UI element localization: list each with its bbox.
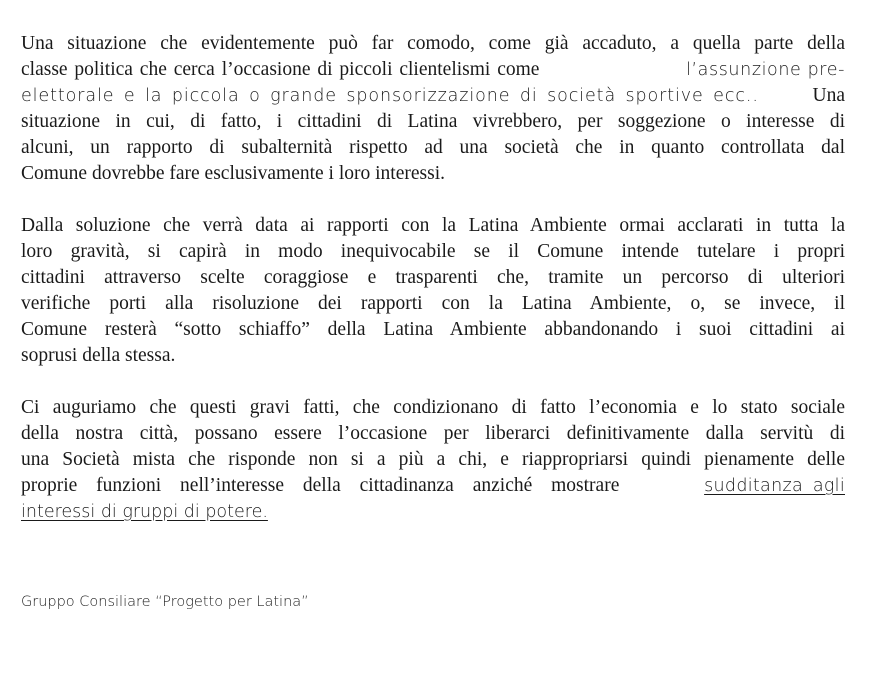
paragraph-1-line-3 (21, 83, 845, 109)
paragraph-3-line-5 (21, 499, 845, 525)
sudditanza-link-part-1[interactable]: sudditanza agli (704, 476, 845, 496)
paragraph-spacer (21, 187, 845, 213)
paragraph-2-line-1: Dalla soluzione che verrà data ai rapporti con la Latina Ambiente ormai acclarati in tutta la (21, 215, 845, 236)
paragraph-1-line-2-sans: l’assunzione pre- (686, 60, 845, 80)
paragraph-1-line-4: situazione in cui, di fatto, i cittadini di Latina vivrebbero, per soggezione o interesse di (21, 111, 845, 132)
paragraph-1 (21, 31, 845, 187)
paragraph-1-line-1: Una situazione che evidentemente può far comodo, come già accaduto, a quella parte della (21, 33, 845, 54)
paragraph-3-line-3: una Società mista che risponde non si a più a chi, e riappropriarsi quindi pienamente delle (21, 449, 845, 470)
paragraph-1-line-3-serif: Una (807, 85, 845, 106)
paragraph-3-line-2: della nostra città, possano essere l’occasione per liberarci definitivamente dalla servitù di (21, 423, 845, 444)
paragraph-1-line-3-sans: elettorale e la piccola o grande sponsorizzazione di società sportive ecc.. (21, 86, 759, 106)
signature: Gruppo Consiliare “Progetto per Latina” (21, 594, 309, 610)
paragraph-3-line-4 (21, 473, 845, 499)
paragraph-2-line-4: verifiche porti alla risoluzione dei rapporti con la Latina Ambiente, o, se invece, il (21, 293, 845, 314)
paragraph-1-line-2-serif: classe politica che cerca l’occasione di piccoli clientelismi come (21, 59, 547, 80)
document-body (21, 31, 845, 525)
paragraph-3-line-4-text: proprie funzioni nell’interesse della cittadinanza anziché mostrare (21, 475, 620, 496)
paragraph-1-line-2 (21, 57, 845, 83)
sudditanza-link-part-2[interactable]: interessi di gruppi di potere. (21, 502, 268, 522)
paragraph-3 (21, 395, 845, 525)
paragraph-2-line-3: cittadini attraverso scelte coraggiose e trasparenti che, tramite un percorso di ulteriori (21, 267, 845, 288)
paragraph-2 (21, 213, 845, 369)
paragraph-2-line-5: Comune resterà “sotto schiaffo” della Latina Ambiente abbandonando i suoi cittadini ai (21, 319, 845, 340)
paragraph-1-line-5: alcuni, un rapporto di subalternità rispetto ad una società che in quanto controllata dal (21, 137, 845, 158)
paragraph-1-line-6: Comune dovrebbe fare esclusivamente i loro interessi. (21, 163, 445, 184)
paragraph-3-line-1: Ci auguriamo che questi gravi fatti, che condizionano di fatto l’economia e lo stato sociale (21, 397, 845, 418)
paragraph-spacer (21, 369, 845, 395)
paragraph-2-line-6: soprusi della stessa. (21, 345, 176, 366)
paragraph-2-line-2: loro gravità, si capirà in modo inequivocabile se il Comune intende tutelare i propri (21, 241, 845, 262)
